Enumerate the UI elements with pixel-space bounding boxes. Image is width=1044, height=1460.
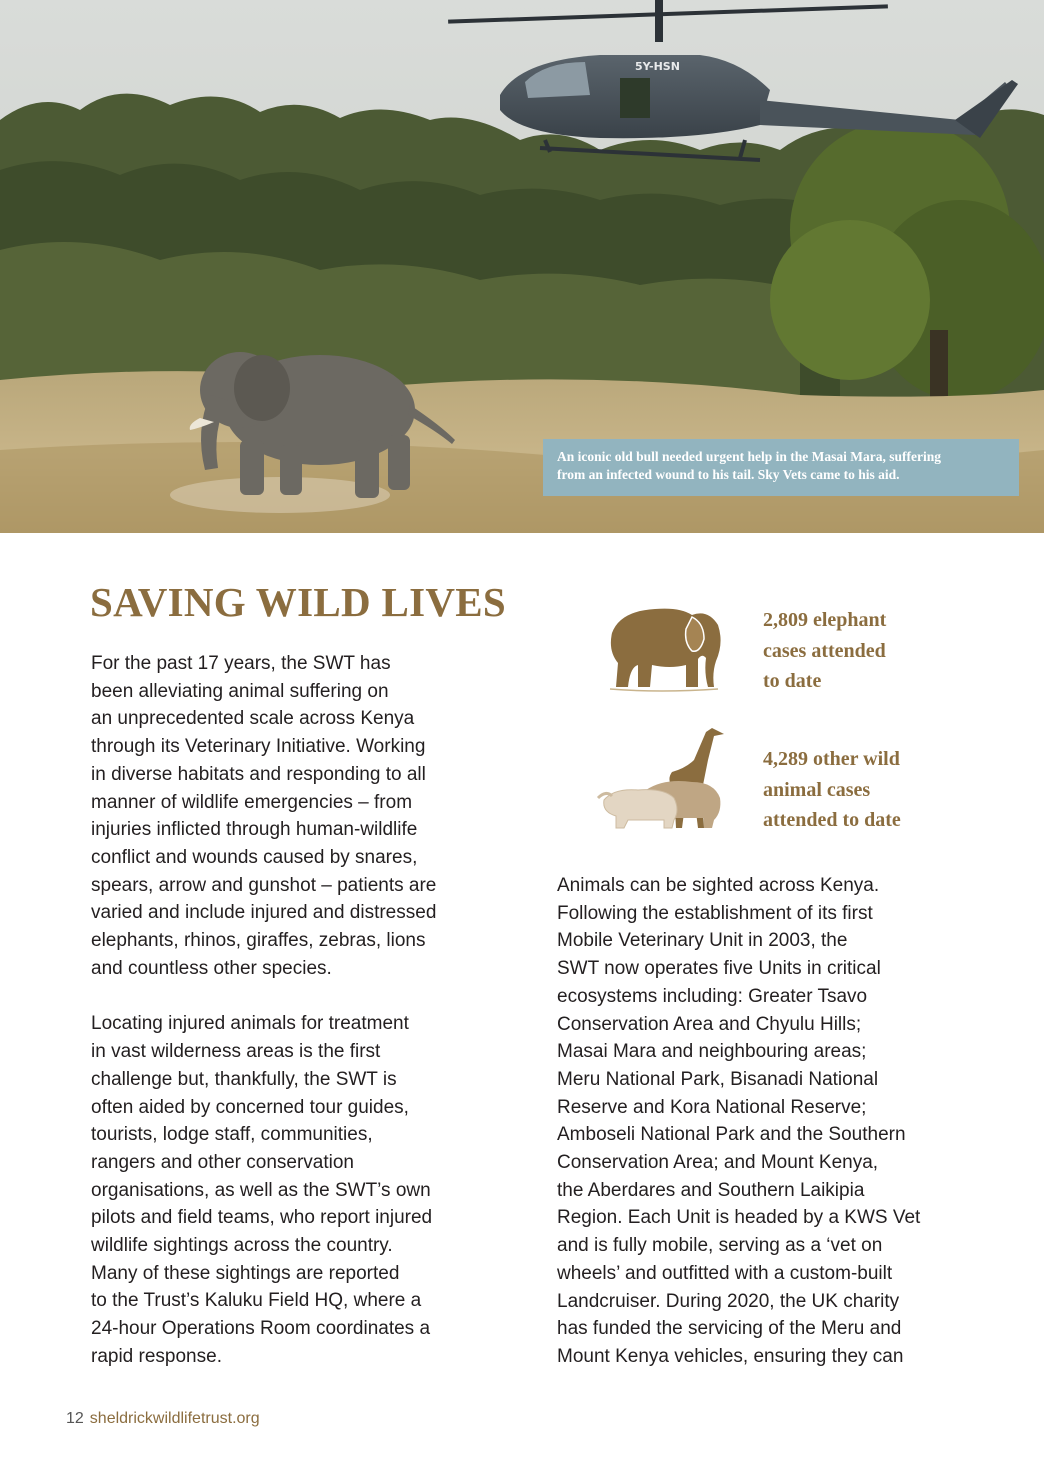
text-line: For the past 17 years, the SWT has [91, 653, 391, 674]
text-line: Mount Kenya vehicles, ensuring they can [557, 1345, 904, 1367]
page-number: 12 [66, 1410, 84, 1427]
text-line: spears, arrow and gunshot – patients are [91, 874, 437, 896]
paragraph-1 [91, 650, 531, 982]
text-line: elephants, rhinos, giraffes, zebras, lions [91, 930, 426, 952]
text-line: been alleviating animal suffering on [91, 680, 389, 702]
caption-line: An iconic old bull needed urgent help in the Masai Mara, suffering [557, 449, 942, 464]
text-line: rapid response. [91, 1345, 222, 1367]
wild-animals-icon [594, 720, 729, 832]
registration-label: 5Y-HSN [635, 60, 680, 73]
text-line: wheels’ and outfitted with a custom-built [557, 1262, 893, 1284]
paragraph-3 [557, 872, 1007, 1371]
text-line: ecosystems including: Greater Tsavo [557, 985, 868, 1007]
website-url[interactable]: sheldrickwildlifetrust.org [89, 1410, 260, 1427]
text-line: wildlife sightings across the country. [91, 1235, 393, 1257]
text-line: Many of these sightings are reported [91, 1262, 400, 1284]
page-title: SAVING WILD LIVES [90, 579, 507, 625]
text-line: challenge but, thankfully, the SWT is [91, 1068, 397, 1090]
text-line: Landcruiser. During 2020, the UK charity [557, 1290, 900, 1312]
stat-line: animal cases [763, 778, 871, 801]
text-line: through its Veterinary Initiative. Working [91, 736, 426, 758]
photo-caption [543, 439, 1019, 496]
text-line: in diverse habitats and responding to all [91, 763, 426, 785]
text-line: injuries inflicted through human-wildlife [91, 819, 418, 841]
elephant-icon [600, 603, 725, 693]
text-line: 24-hour Operations Room coordinates a [91, 1318, 431, 1340]
text-line: Conservation Area and Chyulu Hills; [557, 1013, 862, 1035]
text-line: Mobile Veterinary Unit in 2003, the [557, 930, 848, 952]
text-line: Following the establishment of its first [557, 902, 873, 924]
text-line: Reserve and Kora National Reserve; [557, 1096, 867, 1118]
other-animal-cases-stat [763, 744, 901, 836]
page-footer [66, 1410, 260, 1428]
text-line: Animals can be sighted across Kenya. [557, 875, 880, 896]
stat-line: to date [763, 670, 822, 692]
text-line: an unprecedented scale across Kenya [91, 708, 415, 730]
text-line: often aided by concerned tour guides, [91, 1096, 409, 1118]
text-line: rangers and other conservation [91, 1151, 354, 1173]
text-line: Locating injured animals for treatment [91, 1013, 409, 1035]
text-line: Masai Mara and neighbouring areas; [557, 1041, 867, 1063]
text-line: organisations, as well as the SWT’s own [91, 1179, 431, 1201]
paragraph-2 [91, 1010, 531, 1370]
stat-line: cases attended [763, 639, 886, 662]
left-column [91, 650, 531, 1371]
text-line: Meru National Park, Bisanadi National [557, 1068, 879, 1090]
text-line: has funded the servicing of the Meru and [557, 1318, 902, 1340]
text-line: and is fully mobile, serving as a ‘vet on [557, 1235, 883, 1257]
elephant-cases-stat [763, 605, 886, 697]
text-line: to the Trust’s Kaluku Field HQ, where a [91, 1290, 422, 1312]
text-line: Conservation Area; and Mount Kenya, [557, 1152, 879, 1174]
stat-line: 2,809 elephant [763, 609, 887, 631]
text-line: pilots and field teams, who report injured [91, 1207, 433, 1229]
text-line: the Aberdares and Southern Laikipia [557, 1179, 865, 1201]
text-line: tourists, lodge staff, communities, [91, 1124, 373, 1146]
right-column [557, 872, 1007, 1371]
text-line: conflict and wounds caused by snares, [91, 846, 418, 868]
text-line: varied and include injured and distressed [91, 902, 437, 924]
text-line: and countless other species. [91, 957, 332, 979]
stat-line: 4,289 other wild [763, 748, 900, 770]
text-line: Region. Each Unit is headed by a KWS Vet [557, 1207, 921, 1229]
text-line: in vast wilderness areas is the first [91, 1041, 381, 1063]
stat-line: attended to date [763, 809, 901, 831]
text-line: SWT now operates five Units in critical [557, 958, 881, 980]
text-line: Amboseli National Park and the Southern [557, 1124, 906, 1146]
hero-photo [0, 0, 1044, 533]
text-line: manner of wildlife emergencies – from [91, 791, 413, 813]
caption-line: from an infected wound to his tail. Sky Vets came to his aid. [557, 467, 900, 482]
